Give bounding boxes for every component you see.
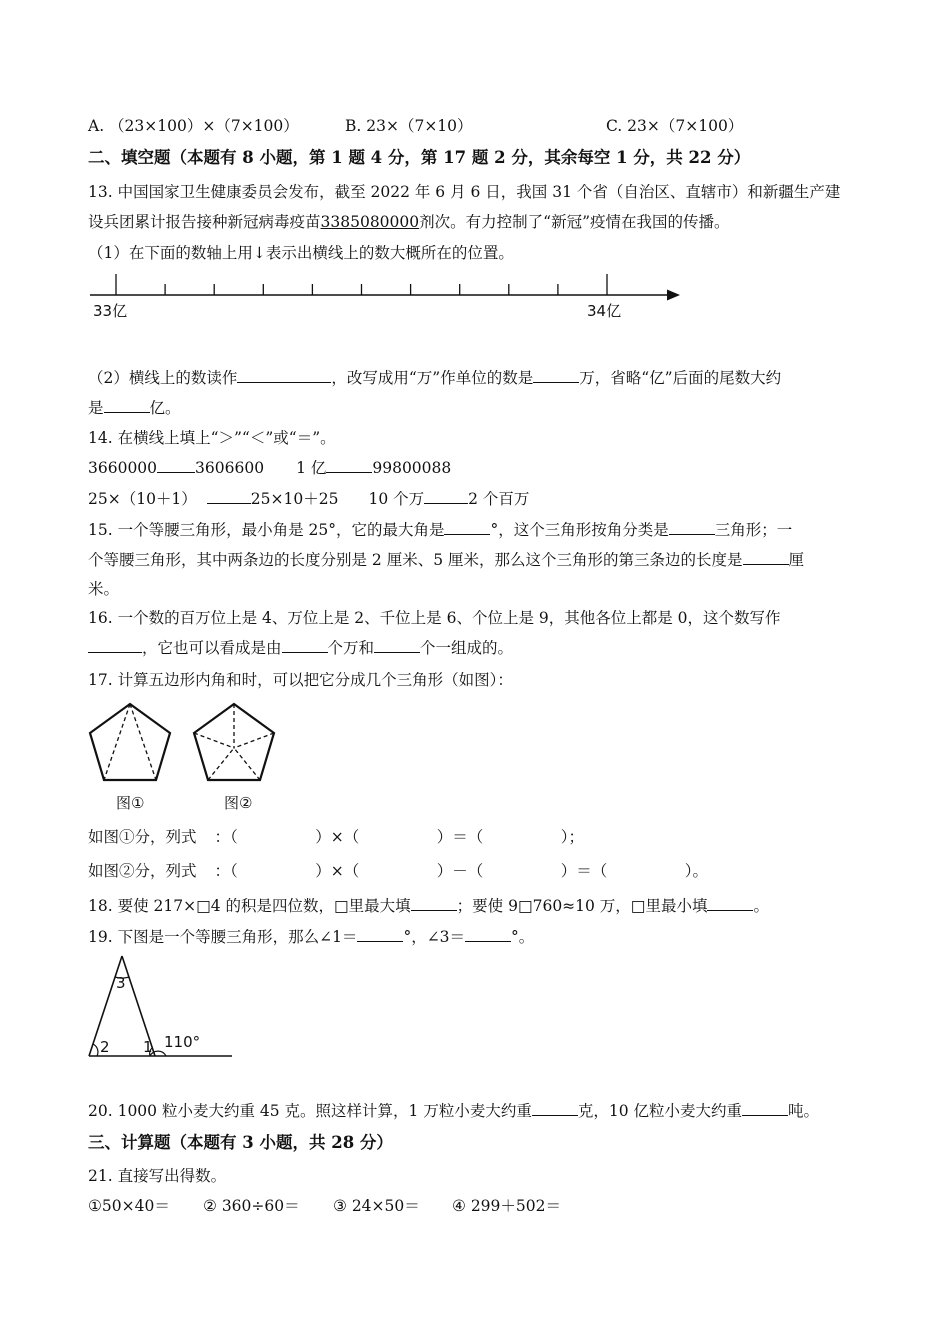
q13-part2-line2	[88, 397, 181, 419]
exterior-angle-label: 110°	[164, 1033, 201, 1051]
q15-line1	[88, 519, 792, 541]
answer-blank-14a[interactable]	[157, 457, 195, 473]
pentagon-2-spoke-left	[194, 733, 234, 748]
number-line-ticks	[116, 274, 607, 295]
answer-blank-reading[interactable]	[237, 367, 331, 383]
axis-start-label: 33亿	[93, 302, 128, 320]
answer-blank-18b[interactable]	[707, 895, 753, 911]
answer-blank-19a[interactable]	[357, 926, 403, 942]
q18-c: 。	[753, 897, 769, 915]
q17-row1-label: 如图①分，列式	[88, 828, 197, 846]
answer-blank-16c[interactable]	[374, 637, 420, 653]
q21-item-3: ③ 24×50＝	[333, 1197, 420, 1215]
number-line	[88, 270, 688, 326]
q15-a: 15. 一个等腰三角形，最小角是 25°，它的最大角是	[88, 521, 445, 539]
answer-blank-20b[interactable]	[742, 1100, 788, 1116]
q16-line1: 16. 一个数的百万位上是 4、万位上是 2、千位上是 6、个位上是 9，其他各位上都是 0，这个数写作	[88, 609, 781, 627]
answer-blank-14d[interactable]	[424, 488, 468, 504]
q15-line3: 米。	[88, 580, 120, 598]
pentagon-2-spoke-bottom-right	[234, 748, 260, 780]
q15-c: 三角形；一	[714, 521, 793, 539]
q20-c: 吨。	[787, 1102, 819, 1120]
q21-item-2: ② 360÷60＝	[203, 1197, 300, 1215]
q13-line2	[88, 211, 730, 233]
q14-c-right: 25×10＋25	[250, 490, 339, 508]
answer-blank-yi[interactable]	[104, 397, 150, 413]
section3-title: 三、计算题（本题有 3 小题，共 28 分）	[88, 1133, 393, 1152]
pentagon-1-diagonal-right	[130, 704, 156, 780]
answer-blank-18a[interactable]	[411, 895, 457, 911]
pentagon-2-spoke-bottom-left	[208, 748, 234, 780]
pentagon-figure-2	[194, 704, 274, 780]
q17-row2-tail[interactable]: （ ）×（ ）－（ ）＝（ ）。	[230, 862, 709, 880]
number-line-arrow	[667, 290, 680, 301]
q17-row2: 如图②分，列式 ：（ ）×（ ）－（ ）＝（ ）。	[88, 862, 709, 880]
q13-part1: （1）在下面的数轴上用↓表示出横线上的数大概所在的位置。	[88, 244, 514, 262]
q14-row2	[88, 488, 529, 510]
answer-blank-14c[interactable]	[207, 488, 251, 504]
q14-b-left: 1 亿	[296, 459, 327, 477]
answer-blank-15c[interactable]	[743, 549, 789, 565]
angle-1-label: 1	[143, 1038, 153, 1056]
pentagon-2-spoke-right	[234, 733, 274, 748]
answer-blank-wan[interactable]	[533, 367, 579, 383]
q14-row1	[88, 457, 451, 479]
pentagon-1-outline	[90, 704, 170, 780]
q16-line2	[88, 637, 513, 659]
q17-row1: 如图①分，列式 ：（ ）×（ ）＝（ ）；	[88, 828, 585, 846]
q13-number: 3385080000	[320, 213, 420, 231]
answer-blank-19b[interactable]	[465, 926, 511, 942]
q12-option-b: B. 23×（7×10）	[345, 117, 473, 135]
q17-row1-tail[interactable]: （ ）×（ ）＝（ ）；	[230, 828, 585, 846]
pentagon-figure-1	[90, 704, 170, 780]
answer-blank-15a[interactable]	[444, 519, 490, 535]
q13-part2-c: 万，省略“亿”后面的尾数大约	[579, 369, 782, 387]
q18-b: ；要使 9□760≈10 万，□里最小填	[456, 897, 708, 915]
q19-line	[88, 926, 534, 948]
q15-d: 个等腰三角形，其中两条边的长度分别是 2 厘米、5 厘米，那么这个三角形的第三条边的长度是	[88, 551, 743, 569]
q19-a: 19. 下图是一个等腰三角形，那么∠1＝	[88, 928, 358, 946]
q19-b: °，∠3＝	[403, 928, 466, 946]
answer-blank-20a[interactable]	[532, 1100, 578, 1116]
q21-item-1: ①50×40＝	[88, 1197, 170, 1215]
angle-3-label: 3	[116, 974, 126, 992]
q13-line2-pre: 设兵团累计报告接种新冠病毒疫苗	[88, 213, 321, 231]
q19-c: °。	[511, 928, 535, 946]
q15-line2	[88, 549, 804, 571]
q17-row2-label: 如图②分，列式	[88, 862, 197, 880]
q14-d-left: 10 个万	[368, 490, 425, 508]
q18-line	[88, 895, 769, 917]
q20-b: 克，10 亿粒小麦大约重	[577, 1102, 742, 1120]
q14-a-right: 3606600	[195, 459, 265, 477]
q16-d: 个一组成的。	[420, 639, 514, 657]
q20-line	[88, 1100, 819, 1122]
q13-part2-e: 亿。	[149, 399, 181, 417]
answer-blank-15b[interactable]	[669, 519, 715, 535]
q21-item-4: ④ 299＋502＝	[452, 1197, 561, 1215]
axis-end-label: 34亿	[587, 302, 622, 320]
answer-blank-16b[interactable]	[282, 637, 328, 653]
angle-2-arc	[93, 1044, 98, 1056]
q14-c-left: 25×（10＋1）	[88, 490, 197, 508]
q14-a-left: 3660000	[88, 459, 158, 477]
section2-title: 二、填空题（本题有 8 小题，第 1 题 4 分，第 17 题 2 分，其余每空 1 分，共 22 分）	[88, 148, 751, 167]
pentagon-1-diagonal-left	[104, 704, 130, 780]
q13-part2-d: 是	[88, 399, 104, 417]
angle-2-label: 2	[100, 1038, 110, 1056]
figure-1-caption: 图①	[116, 794, 145, 812]
q14-b-right: 99800088	[372, 459, 452, 477]
q18-a: 18. 要使 217×□4 的积是四位数，□里最大填	[88, 897, 411, 915]
q13-line2-post: 剂次。有力控制了“新冠”疫情在我国的传播。	[419, 213, 730, 231]
q17-title: 17. 计算五边形内角和时，可以把它分成几个三角形（如图）：	[88, 671, 513, 689]
q15-b: °，这个三角形按角分类是	[490, 521, 669, 539]
answer-blank-16a[interactable]	[88, 637, 142, 653]
q15-e: 厘	[788, 551, 805, 569]
q21-title: 21. 直接写出得数。	[88, 1167, 227, 1185]
q13-line1: 13. 中国国家卫生健康委员会发布，截至 2022 年 6 月 6 日，我国 31 个省（自治区、直辖市）和新疆生产建	[88, 183, 841, 201]
answer-blank-14b[interactable]	[326, 457, 372, 473]
figure-2-caption: 图②	[224, 794, 253, 812]
pentagon-figures	[86, 698, 276, 818]
q13-part2-b: ，改写成用“万”作单位的数是	[331, 369, 534, 387]
q13-part2-line1	[88, 367, 781, 389]
q14-d-right: 2 个百万	[468, 490, 530, 508]
q12-option-a: A. （23×100）×（7×100）	[88, 117, 299, 135]
isosceles-triangle-figure	[86, 952, 236, 1062]
q20-a: 20. 1000 粒小麦大约重 45 克。照这样计算，1 万粒小麦大约重	[88, 1102, 532, 1120]
q16-c: 个万和	[327, 639, 375, 657]
q16-b: ，它也可以看成是由	[142, 639, 282, 657]
q14-title: 14. 在横线上填上“＞”“＜”或“＝”。	[88, 429, 336, 447]
q13-part2-a: （2）横线上的数读作	[88, 369, 238, 387]
q12-option-c: C. 23×（7×100）	[606, 117, 744, 135]
